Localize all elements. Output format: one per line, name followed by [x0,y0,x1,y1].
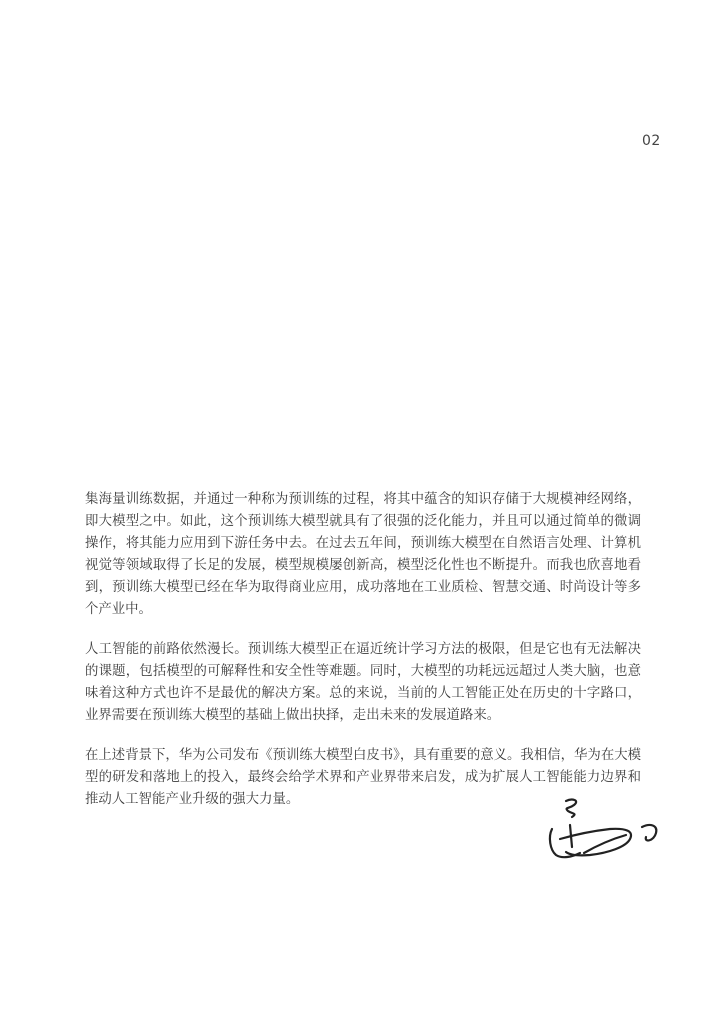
page-number: 02 [642,133,661,149]
paragraph-2: 人工智能的前路依然漫长。预训练大模型正在逼近统计学习方法的极限，但是它也有无法解决的课题，包括模型的可解释性和安全性等难题。同时，大模型的功耗远远超过人类大脑，也意味着这种方式也许不是最优的解决方案。总的来说，当前的人工智能正处在历史的十字路口，业界需要在预训练大模型的基础上做出抉择，走出未来的发展道路来。 [85,642,641,723]
paragraph-1: 集海量训练数据，并通过一种称为预训练的过程，将其中蕴含的知识存储于大规模神经网络，即大模型之中。如此，这个预训练大模型就具有了很强的泛化能力，并且可以通过简单的微调操作，将其能力应用到下游任务中去。在过去五年间，预训练大模型在自然语言处理、计算机视觉等领域取得了长足的发展，模型规模屡创新高，模型泛化性也不断提升。而我也欣喜地看到，预训练大模型已经在华为取得商业应用，成功落地在工业质检、智慧交通、时尚设计等多个产业中。 [85,492,641,617]
handwritten-signature [538,795,668,867]
body-text [85,489,641,829]
paragraph-3: 在上述背景下，华为公司发布《预训练大模型白皮书》，具有重要的意义。我相信，华为在大模型的研发和落地上的投入，最终会给学术界和产业界带来启发，成为扩展人工智能能力边界和推动人工智能产业升级的强大力量。 [85,748,641,807]
